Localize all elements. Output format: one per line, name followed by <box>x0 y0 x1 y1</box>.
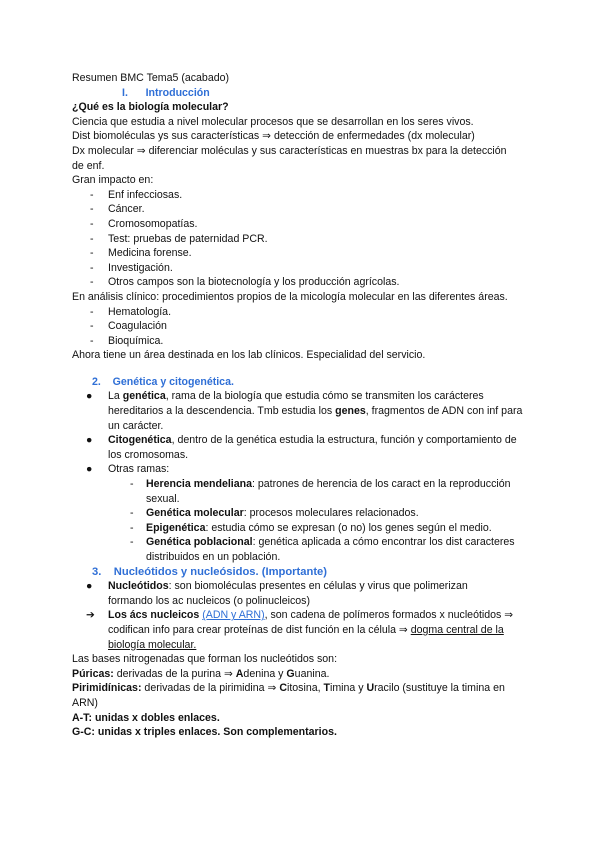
branches-list <box>72 477 542 565</box>
list-item: - Herencia mendeliana: patrones de herencia de los caract en la reproducción sexual. <box>130 478 511 505</box>
section-2-heading <box>72 375 542 390</box>
dash-marker: - <box>90 203 94 216</box>
section-3-number: 3. <box>92 565 102 578</box>
dash-marker: - <box>130 536 134 549</box>
dash-marker: - <box>90 261 94 274</box>
section-2-number: 2. <box>92 375 101 388</box>
paragraph: Ahora tiene un área destinada en los lab clínicos. Especialidad del servicio. <box>72 349 426 362</box>
document-page <box>72 71 542 740</box>
bullet-icon: ● <box>86 390 93 403</box>
list-item: - Coagulación <box>90 320 167 333</box>
dash-marker: - <box>130 478 134 491</box>
section-1-title: Introducción <box>145 86 210 99</box>
list-item: - Otros campos son la biotecnología y los producción agrícolas. <box>90 276 400 289</box>
pirimidinicas-line: Pirimidínicas: derivadas de la pirimidina ⇒ Citosina, Timina y Uracilo (sustituye la timina en ARN) <box>72 682 505 709</box>
section-3-heading <box>72 565 542 580</box>
dash-marker: - <box>130 507 134 520</box>
paragraph: En análisis clínico: procedimientos propios de la micología molecular en las diferentes áreas. <box>72 290 508 303</box>
paragraph: Gran impacto en: <box>72 174 154 187</box>
bullet-icon: ● <box>86 434 93 447</box>
dash-marker: - <box>90 276 94 289</box>
section-1-number: I. <box>122 86 128 99</box>
section-1-question: ¿Qué es la biología molecular? <box>72 101 229 114</box>
dash-marker: - <box>90 305 94 318</box>
adn-arn-link[interactable]: (ADN y ARN) <box>202 609 265 622</box>
list-item: - Cáncer. <box>90 203 145 216</box>
impact-list <box>72 188 542 290</box>
dogma-central-link[interactable]: dogma central de la biología molecular. <box>108 623 504 651</box>
list-item: ● Citogenética, dentro de la genética estudia la estructura, función y comportamiento de los cromosomas. <box>86 434 517 461</box>
section-1-heading <box>72 86 542 101</box>
puricas-line: Púricas: derivadas de la purina ⇒ Adenina y Guanina. <box>72 667 330 680</box>
list-item: ● Nucleótidos: son biomoléculas presentes en células y virus que polimerizan formando los ac nucleicos (o polinucleicos) <box>86 580 468 607</box>
list-item: - Enf infecciosas. <box>90 188 183 201</box>
list-item: - Genética molecular: procesos moleculares relacionados. <box>130 507 419 520</box>
dash-marker: - <box>130 521 134 534</box>
gc-pair: G-C: unidas x triples enlaces. Son complementarios. <box>72 726 337 739</box>
list-item: - Hematología. <box>90 305 172 318</box>
paragraph: Dx molecular ⇒ diferenciar moléculas y sus características en muestras bx para la detección de enf. <box>72 144 507 172</box>
list-item: - Medicina forense. <box>90 247 192 260</box>
paragraph: Ciencia que estudia a nivel molecular procesos que se desarrollan en los seres vivos. <box>72 115 474 128</box>
dash-marker: - <box>90 334 94 347</box>
paragraph: Las bases nitrogenadas que forman los nucleótidos son: <box>72 653 338 666</box>
list-item: - Cromosomopatías. <box>90 217 198 230</box>
list-item: - Investigación. <box>90 261 173 274</box>
dash-marker: - <box>90 247 94 260</box>
section-3-title: Nucleótidos y nucleósidos. (Importante) <box>113 565 327 578</box>
list-item: - Epigenética: estudia cómo se expresan (o no) los genes según el medio. <box>130 521 492 534</box>
list-item: ➔ Los ács nucleicos (ADN y ARN), son cadena de polímeros formados x nucleótidos ⇒ codifican info para crear proteínas de dist función en la célula ⇒ dogma central de la biología molecular. <box>86 609 514 651</box>
arrow-icon: ➔ <box>86 609 95 622</box>
dash-marker: - <box>90 232 94 245</box>
list-item: - Test: pruebas de paternidad PCR. <box>90 232 268 245</box>
at-pair: A-T: unidas x dobles enlaces. <box>72 711 220 724</box>
document-title: Resumen BMC Tema5 (acabado) <box>72 72 230 84</box>
bullet-icon: ● <box>86 463 93 476</box>
list-item: ● Otras ramas: <box>86 463 170 476</box>
paragraph: Dist biomoléculas ys sus características ⇒ detección de enfermedades (dx molecular) <box>72 130 475 143</box>
list-item: - Bioquímica. <box>90 334 164 347</box>
bullet-icon: ● <box>86 580 93 593</box>
clinical-list <box>72 305 542 349</box>
dash-marker: - <box>90 188 94 201</box>
dash-marker: - <box>90 320 94 333</box>
dash-marker: - <box>90 217 94 230</box>
list-item: - Genética poblacional: genética aplicada a cómo encontrar los dist caracteres distribuidos en un población. <box>130 536 515 563</box>
list-item: ● La genética, rama de la biología que estudia cómo se transmiten los carácteres hereditarios a la descendencia. Tmb estudia los genes, fragmentos de ADN con inf para un carácter. <box>86 390 523 432</box>
section-2-title: Genética y citogenética. <box>112 375 234 388</box>
